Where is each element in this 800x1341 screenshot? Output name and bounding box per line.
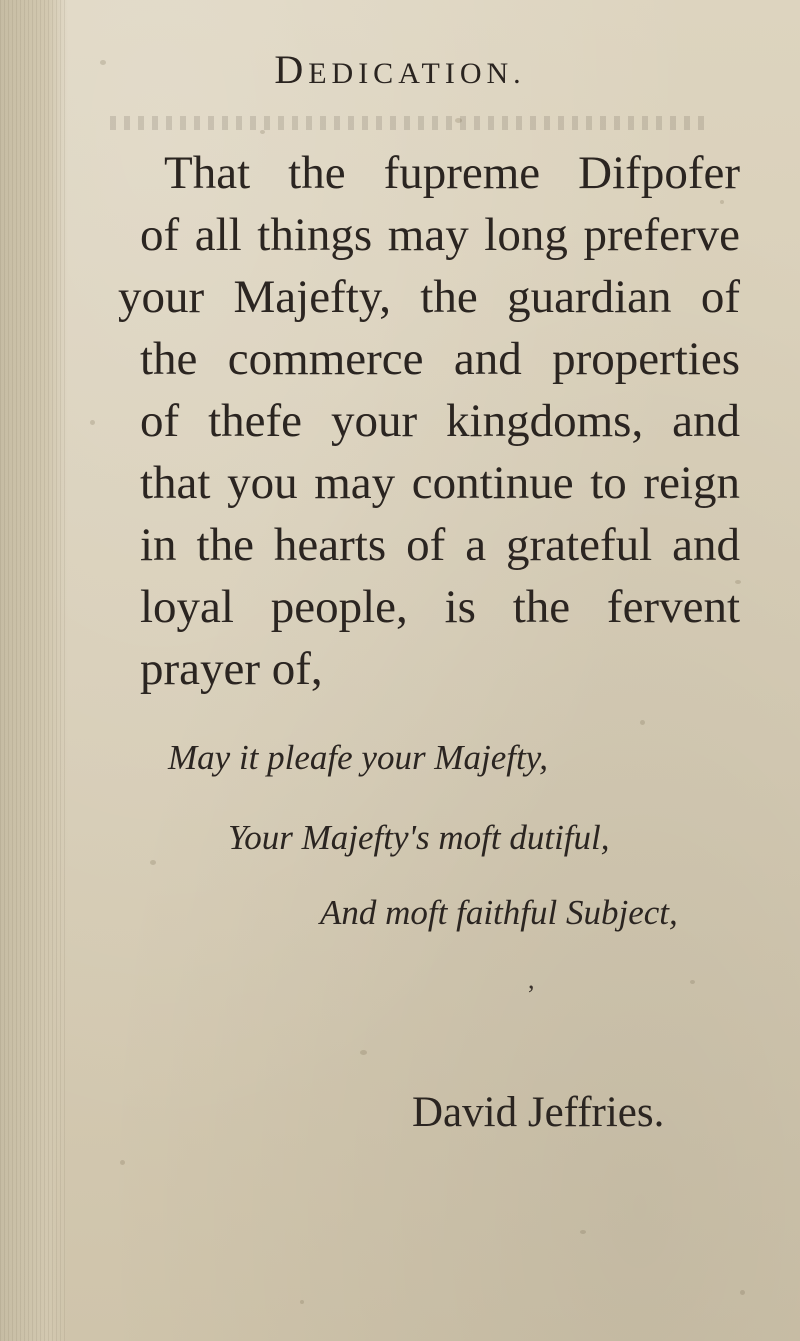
paper-speckle [580,1230,586,1234]
closing-salutation: May it pleafe your Majefty, [168,738,549,777]
closing-line: And moft faithful Subject, [320,893,678,932]
page-gutter [0,0,68,1341]
paper-speckle [300,1300,304,1304]
signature: David Jeffries. [412,1089,665,1136]
paper-speckle [90,420,95,425]
paper-speckle [360,1050,367,1055]
paper-speckle [120,1160,125,1165]
dedication-heading [180,46,620,93]
printer-mark: , [528,965,535,994]
body-line: prayer of, [140,643,323,695]
paper-speckle [150,860,156,865]
body-line: your Majefty, the guardian of [118,271,740,323]
body-line: That the fupreme Difpofer [164,147,740,199]
paper-speckle [260,130,265,134]
body-line: the commerce and properties [140,333,740,385]
paper-speckle [640,720,645,725]
closing-line: Your Majefty's moft dutiful, [228,818,610,857]
ornament-rule [110,116,710,130]
body-line: in the hearts of a grateful and [140,519,740,571]
heading-rest: EDICATION. [308,57,526,90]
heading-initial: D [274,47,309,92]
dedication-body [118,142,740,700]
paper-speckle [100,60,106,65]
body-line: of thefe your kingdoms, and [140,395,740,447]
paper-speckle [740,1290,745,1295]
paper-speckle [690,980,695,984]
body-line: that you may continue to reign [140,457,740,509]
body-line: loyal people, is the fervent [140,581,740,633]
body-line: of all things may long preferve [140,209,740,261]
